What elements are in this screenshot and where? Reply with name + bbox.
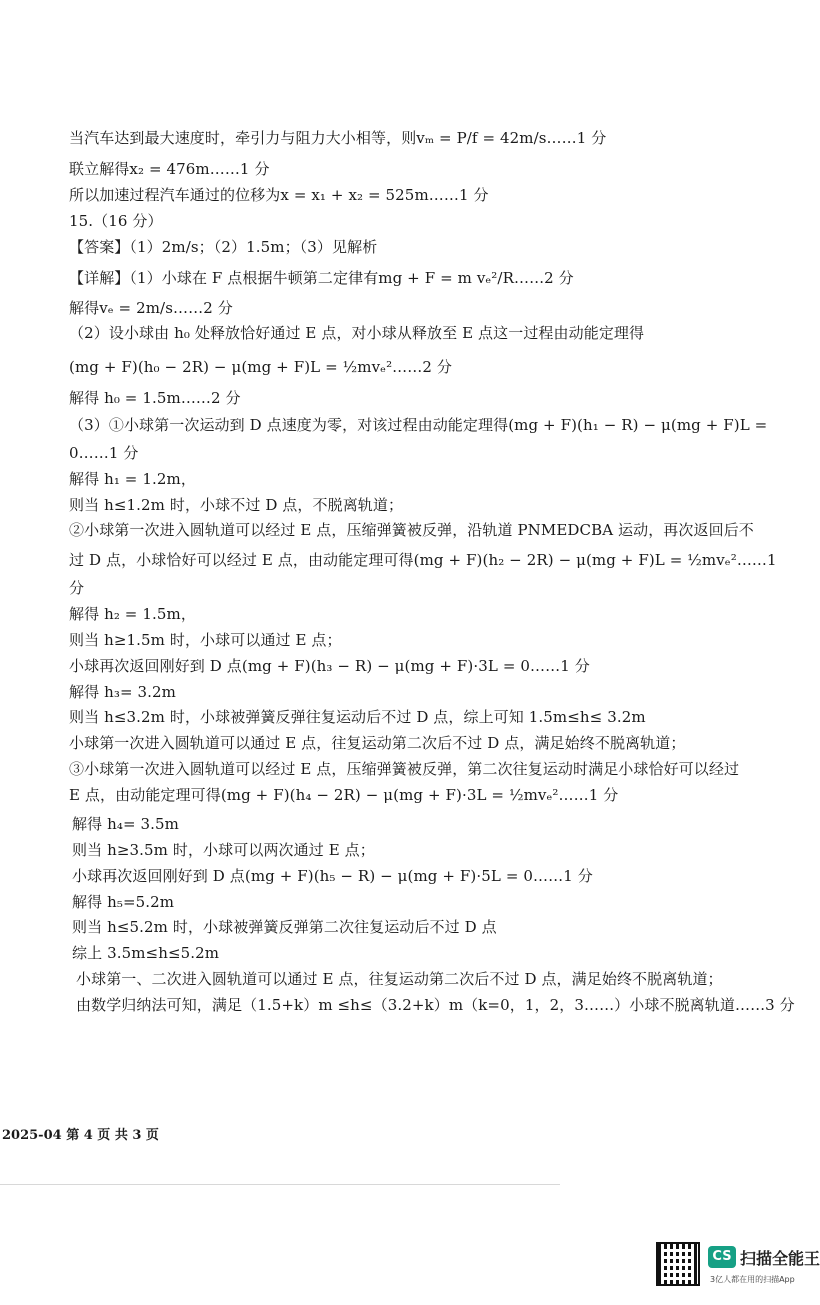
text-line: 则当 h≤1.2m 时，小球不过 D 点，不脱离轨道； xyxy=(69,496,404,514)
text-line: （3）①小球第一次运动到 D 点速度为零，对该过程由动能定理得(mg + F)(h₁ − R) − μ(mg + F)L = xyxy=(69,416,768,434)
text-line: 15.（16 分） xyxy=(69,212,163,230)
text-line: 则当 h≤5.2m 时，小球被弹簧反弹第二次往复运动后不过 D 点 xyxy=(72,918,497,936)
page-footer: 2025-04 第 4 页 共 3 页 xyxy=(2,1128,159,1143)
text-line: 小球第一次进入圆轨道可以通过 E 点，往复运动第二次后不过 D 点，满足始终不脱离轨道； xyxy=(69,734,686,752)
text-line: 小球再次返回刚好到 D 点(mg + F)(h₃ − R) − μ(mg + F)·3L = 0……1 分 xyxy=(69,657,590,675)
camscanner-logo-icon: CS xyxy=(708,1246,736,1268)
text-line: 【详解】（1）小球在 F 点根据牛顿第二定律有mg + F = m vₑ²/R……2 分 xyxy=(69,269,574,287)
text-line: 解得 h₅=5.2m xyxy=(72,893,175,911)
text-line: （2）设小球由 h₀ 处释放恰好通过 E 点，对小球从释放至 E 点这一过程由动能定理得 xyxy=(69,324,645,342)
text-line: 0……1 分 xyxy=(69,444,139,462)
qr-code-icon xyxy=(656,1242,700,1286)
text-line: 解得 h₄= 3.5m xyxy=(72,815,179,833)
scanner-watermark xyxy=(656,1242,820,1302)
text-line: 则当 h≤3.2m 时，小球被弹簧反弹往复运动后不过 D 点，综上可知 1.5m≤h≤ 3.2m xyxy=(69,708,646,726)
divider xyxy=(0,1184,560,1185)
text-line: 由数学归纳法可知，满足（1.5+k）m ≤h≤（3.2+k）m（k=0，1，2，3……）小球不脱离轨道……3 分 xyxy=(76,996,795,1014)
text-line: 分 xyxy=(69,579,85,597)
text-line: 解得 h₀ = 1.5m……2 分 xyxy=(69,389,241,407)
text-line: ③小球第一次进入圆轨道可以经过 E 点，压缩弹簧被反弹，第二次往复运动时满足小球恰好可以经过 xyxy=(69,760,740,778)
text-line: 联立解得x₂ = 476m……1 分 xyxy=(69,160,270,178)
text-line: 小球再次返回刚好到 D 点(mg + F)(h₅ − R) − μ(mg + F)·5L = 0……1 分 xyxy=(72,867,593,885)
text-line: 小球第一、二次进入圆轨道可以通过 E 点，往复运动第二次后不过 D 点，满足始终不脱离轨道； xyxy=(76,970,723,988)
text-line: 当汽车达到最大速度时，牵引力与阻力大小相等，则vₘ = P/f = 42m/s……1 分 xyxy=(69,129,607,147)
text-line: ②小球第一次进入圆轨道可以经过 E 点，压缩弹簧被反弹，沿轨道 PNMEDCBA 运动，再次返回后不 xyxy=(69,521,754,539)
brand-name: 扫描全能王 xyxy=(740,1249,820,1268)
text-line: 解得vₑ = 2m/s……2 分 xyxy=(69,299,233,317)
text-line: (mg + F)(h₀ − 2R) − μ(mg + F)L = ½mvₑ²……2 分 xyxy=(69,358,452,376)
text-line: 解得 h₃= 3.2m xyxy=(69,683,176,701)
text-line: 所以加速过程汽车通过的位移为x = x₁ + x₂ = 525m……1 分 xyxy=(69,186,489,204)
text-line: 则当 h≥3.5m 时，小球可以两次通过 E 点； xyxy=(72,841,375,859)
text-line: 则当 h≥1.5m 时，小球可以通过 E 点； xyxy=(69,631,342,649)
text-line: 综上 3.5m≤h≤5.2m xyxy=(72,944,220,962)
text-line: 解得 h₂ = 1.5m， xyxy=(69,605,196,623)
text-line: 解得 h₁ = 1.2m， xyxy=(69,470,196,488)
text-line: E 点，由动能定理可得(mg + F)(h₄ − 2R) − μ(mg + F)·3L = ½mvₑ²……1 分 xyxy=(69,786,619,804)
text-line: 过 D 点，小球恰好可以经过 E 点，由动能定理可得(mg + F)(h₂ − 2R) − μ(mg + F)L = ½mvₑ²……1 xyxy=(69,551,777,569)
brand-tagline: 3亿人都在用的扫描App xyxy=(710,1275,795,1284)
text-line: 【答案】（1）2m/s；（2）1.5m；（3）见解析 xyxy=(69,238,378,256)
